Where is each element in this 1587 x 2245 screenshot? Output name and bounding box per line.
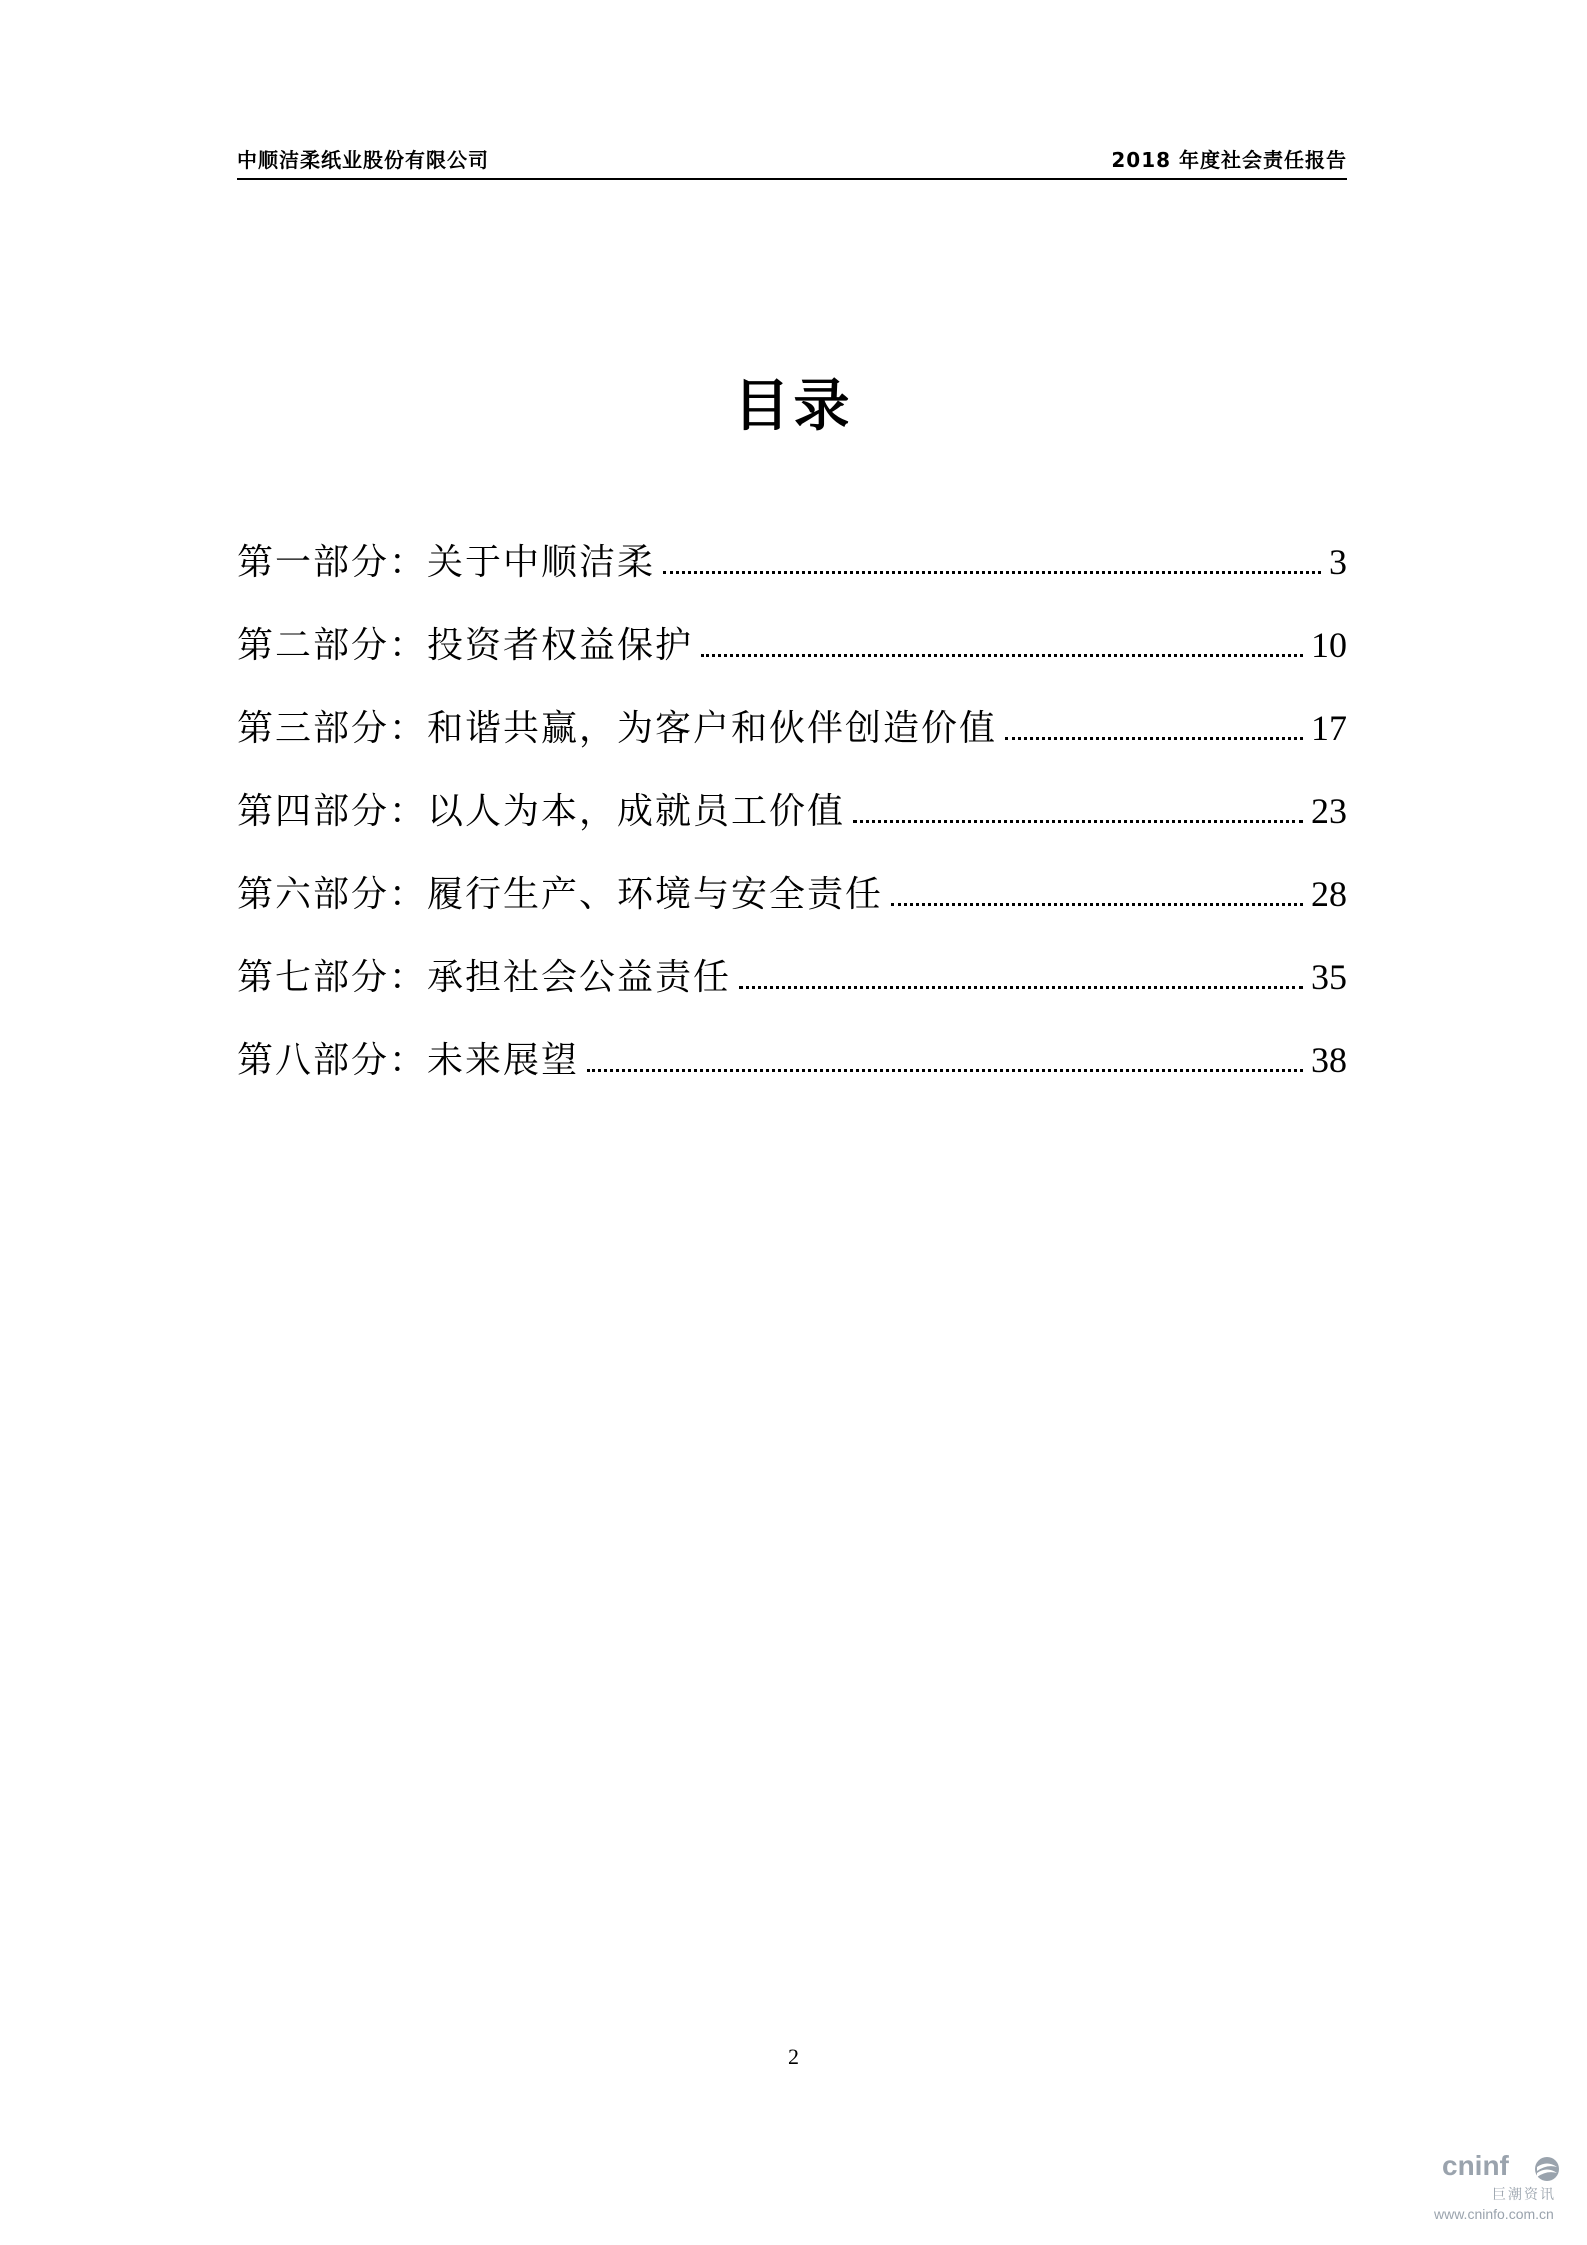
dot-leader <box>853 820 1303 823</box>
toc-entry-label: 第六部分：履行生产、环境与安全责任 <box>237 874 884 915</box>
toc-entry-page: 3 <box>1329 542 1347 582</box>
dot-leader <box>587 1069 1303 1072</box>
toc-title: 目录 <box>733 374 854 439</box>
page-number: 2 <box>788 2044 799 2069</box>
company-name: 中顺洁柔纸业股份有限公司 <box>237 148 489 172</box>
report-title: 2018 年度社会责任报告 <box>1111 148 1347 172</box>
watermark-logo-text: cninf <box>1442 2150 1509 2181</box>
toc-entry-label: 第八部分：未来展望 <box>237 1040 580 1081</box>
toc-entry-6[interactable] <box>237 949 1347 1032</box>
toc-entry-label: 第二部分：投资者权益保护 <box>237 625 694 666</box>
toc-entry-label: 第三部分：和谐共赢，为客户和伙伴创造价值 <box>237 708 998 749</box>
toc-entry-1[interactable] <box>237 534 1347 617</box>
toc-entry-4[interactable] <box>237 783 1347 866</box>
cninfo-watermark <box>1420 2150 1570 2230</box>
table-of-contents <box>237 534 1347 1115</box>
watermark-chinese-name: 巨潮资讯 <box>1492 2187 1556 2203</box>
toc-entry-page: 38 <box>1311 1040 1347 1080</box>
dot-leader <box>1005 737 1303 740</box>
toc-entry-5[interactable] <box>237 866 1347 949</box>
toc-entry-7[interactable] <box>237 1032 1347 1115</box>
toc-entry-page: 17 <box>1311 708 1347 748</box>
cninfo-logo-icon <box>1532 2154 1562 2184</box>
page-header <box>237 144 1347 180</box>
dot-leader <box>701 654 1303 657</box>
toc-entry-label: 第七部分：承担社会公益责任 <box>237 957 732 998</box>
toc-entry-page: 10 <box>1311 625 1347 665</box>
toc-entry-label: 第四部分：以人为本，成就员工价值 <box>237 791 846 832</box>
dot-leader <box>891 903 1303 906</box>
toc-entry-2[interactable] <box>237 617 1347 700</box>
watermark-url: www.cninfo.com.cn <box>1434 2206 1554 2222</box>
toc-entry-page: 23 <box>1311 791 1347 831</box>
toc-entry-page: 35 <box>1311 957 1347 997</box>
toc-entry-page: 28 <box>1311 874 1347 914</box>
toc-entry-3[interactable] <box>237 700 1347 783</box>
dot-leader <box>739 986 1303 989</box>
toc-entry-label: 第一部分：关于中顺洁柔 <box>237 542 656 583</box>
dot-leader <box>663 571 1321 574</box>
